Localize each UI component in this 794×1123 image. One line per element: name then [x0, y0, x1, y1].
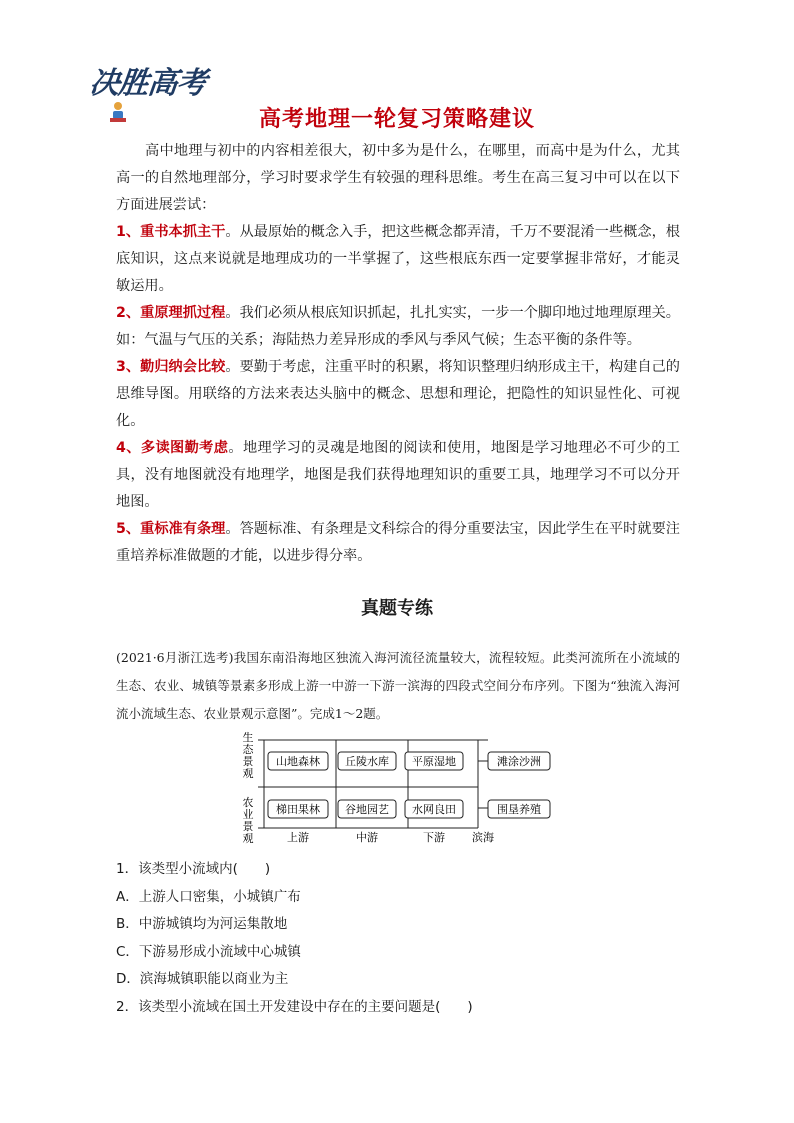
diagram-left-label: 业: [242, 808, 254, 821]
tip-1-num: 1、: [116, 224, 141, 240]
tip-4-body: 。地理学习的灵魂是地图的阅读和使用，地图是学习地理必不可少的工具，没有地图就没有地理学，地图是我们获得地理知识的重要工具，地理学习不可以分开地图。: [116, 440, 680, 510]
tip-4-head: 多读图勤考虑: [140, 440, 229, 456]
agri-box-label: 水网良田: [412, 803, 456, 816]
tip-5-head: 重标准有条理: [140, 521, 226, 537]
answer-option[interactable]: A．上游人口密集，小城镇广布: [116, 888, 301, 905]
intro-paragraph: 高中地理与初中的内容相差很大，初中多为是什么，在哪里，而高中是为什么，尤其高一的自然地理部分，学习时要求学生有较强的理科思维。考生在高三复习中可以在以下方面进展尝试：: [116, 143, 680, 213]
tip-3: [116, 354, 680, 435]
answer-option[interactable]: D．滨海城镇职能以商业为主: [116, 971, 289, 987]
tip-3-head: 勤归纳会比较: [140, 359, 226, 375]
agri-box-label: 围垦养殖: [497, 803, 541, 816]
tip-2: [116, 300, 680, 354]
logo-text: 决胜高考: [87, 66, 208, 101]
tip-3-body: 。要勤于考虑，注重平时的积累，将知识整理归纳形成主干，构建自己的思维导图。用联络的方法来表达头脑中的概念、思想和理论，把隐性的知识显性化、可视化。: [116, 359, 680, 429]
diagram-left-label: 景: [242, 755, 254, 768]
tip-2-head: 重原理抓过程: [140, 305, 226, 321]
diagram-left-label: 态: [242, 743, 254, 756]
tip-3-num: 3、: [116, 359, 141, 375]
diagram-left-label: 生: [242, 731, 254, 744]
tip-2-body: 。我们必须从根底知识抓起，扎扎实实，一步一个脚印地过地理原理关。如：气温与气压的关系；海陆热力差异形成的季风与季风气候；生态平衡的条件等。: [116, 305, 680, 348]
section-title: 真题专练: [361, 598, 433, 619]
body-text: [116, 138, 680, 570]
diagram-left-label: 景: [242, 820, 254, 833]
question-stem: 1．该类型小流域内( ): [116, 861, 271, 877]
tip-5: [116, 516, 680, 570]
eco-box-label: 丘陵水库: [345, 755, 389, 768]
zone-label: 上游: [287, 831, 309, 844]
agri-box-label: 谷地园艺: [345, 803, 389, 816]
diagram-left-label: 观: [242, 767, 254, 780]
diagram-left-label: 农: [242, 796, 254, 809]
question-list: [116, 856, 680, 1021]
zone-label: 中游: [356, 831, 378, 844]
tip-1: [116, 219, 680, 300]
tip-4: [116, 435, 680, 516]
eco-box-label: 平原湿地: [412, 755, 456, 768]
tip-1-body: 。从最原始的概念入手，把这些概念都弄清，千万不要混淆一些概念，根底知识，这点来说就是地理成功的一半掌握了，这些根底东西一定要掌握非常好，才能灵敏运用。: [116, 224, 680, 294]
tip-5-body: 。答题标准、有条理是文科综合的得分重要法宝，因此学生在平时就要注重培养标准做题的才能，以进步得分率。: [116, 521, 680, 564]
eco-box-label: 滩涂沙洲: [497, 755, 541, 768]
agri-box-label: 梯田果林: [276, 803, 320, 816]
tip-4-num: 4、: [116, 440, 141, 456]
page-title: 高考地理一轮复习策略建议: [258, 107, 535, 132]
tip-5-num: 5、: [116, 521, 141, 537]
zone-label: 下游: [423, 831, 445, 844]
diagram-left-label: 观: [242, 832, 254, 845]
landscape-diagram: [238, 728, 558, 850]
question-intro: (2021·6月浙江选考)我国东南沿海地区独流入海河流径流量较大，流程较短。此类河流所在小流域的生态、农业、城镇等景素多形成上游一中游一下游一滨海的四段式空间分布序列。下图为“独流入海河流小流域生态、农业景观示意图”。完成1～2题。: [116, 650, 680, 721]
answer-option[interactable]: B．中游城镇均为河运集散地: [116, 916, 288, 932]
tip-2-num: 2、: [116, 305, 141, 321]
answer-option[interactable]: C．下游易形成小流域中心城镇: [116, 943, 301, 960]
eco-box-label: 山地森林: [276, 755, 320, 768]
question-stem: 2．该类型小流域在国土开发建设中存在的主要问题是( ): [116, 998, 473, 1015]
zone-label: 滨海: [472, 831, 494, 844]
tip-1-head: 重书本抓主干: [140, 224, 226, 240]
